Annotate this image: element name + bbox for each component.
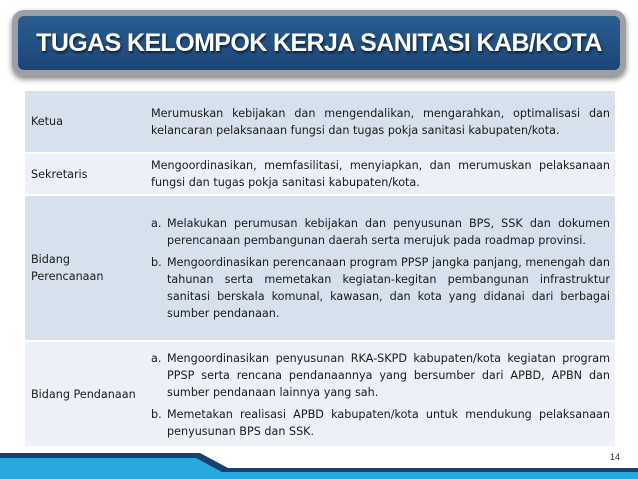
table-row-sekretaris	[25, 153, 615, 195]
list-item	[151, 254, 610, 322]
list-item-text: Mengoordinasikan perencanaan program PPSP jangka panjang, menengah dan tahunan serta memetakan kegiatan-kegitan pembangunan infrastruktur sanitasi berskala komunal, kawasan, dan kota yang didanai dari berbagai sumber pendanaan.	[167, 256, 610, 320]
list-item	[151, 350, 610, 401]
list-marker: a.	[151, 351, 162, 365]
list-marker: b.	[151, 407, 162, 421]
list-marker: b.	[151, 256, 162, 269]
role-cell: Sekretaris	[25, 153, 146, 195]
list-item	[151, 215, 610, 249]
table-row-ketua	[25, 91, 615, 153]
description-cell	[146, 195, 615, 341]
role-cell: Bidang Pendanaan	[25, 341, 146, 447]
list-marker: a.	[151, 217, 162, 230]
footer-decoration	[0, 446, 638, 479]
page-number: 14	[609, 452, 620, 462]
slide-title: TUGAS KELOMPOK KERJA SANITASI KAB/KOTA	[36, 28, 602, 57]
list-item-text: Mengoordinasikan penyusunan RKA-SKPD kabupaten/kota kegiatan program PPSP serta rencana pendanaannya yang bersumber dari APBD, APBN dan sumber pendanaan lainnya yang sah.	[167, 351, 610, 399]
description-cell: Mengoordinasikan, memfasilitasi, menyiapkan, dan merumuskan pelaksanaan fungsi dan tugas pokja sanitasi kabupaten/kota.	[146, 153, 615, 195]
list-item	[151, 406, 610, 440]
role-cell: Ketua	[25, 91, 146, 153]
list-item-text: Memetakan realisasi APBD kabupaten/kota untuk mendukung pelaksanaan penyusunan BPS dan SSK.	[167, 407, 610, 438]
table-row-bidang-perencanaan	[25, 195, 615, 341]
duties-table	[25, 91, 615, 448]
role-cell: Bidang Perencanaan	[25, 195, 146, 341]
table-row-bidang-pendanaan	[25, 341, 615, 447]
description-cell: Merumuskan kebijakan dan mengendalikan, mengarahkan, optimalisasi dan kelancaran pelaksanaan fungsi dan tugas pokja sanitasi kabupaten/kota.	[146, 91, 615, 153]
description-cell	[146, 341, 615, 447]
list-item-text: Melakukan perumusan kebijakan dan penyusunan BPS, SSK dan dokumen perencanaan pembangunan daerah serta merujuk pada roadmap provinsi.	[167, 217, 610, 247]
title-banner	[12, 10, 626, 76]
